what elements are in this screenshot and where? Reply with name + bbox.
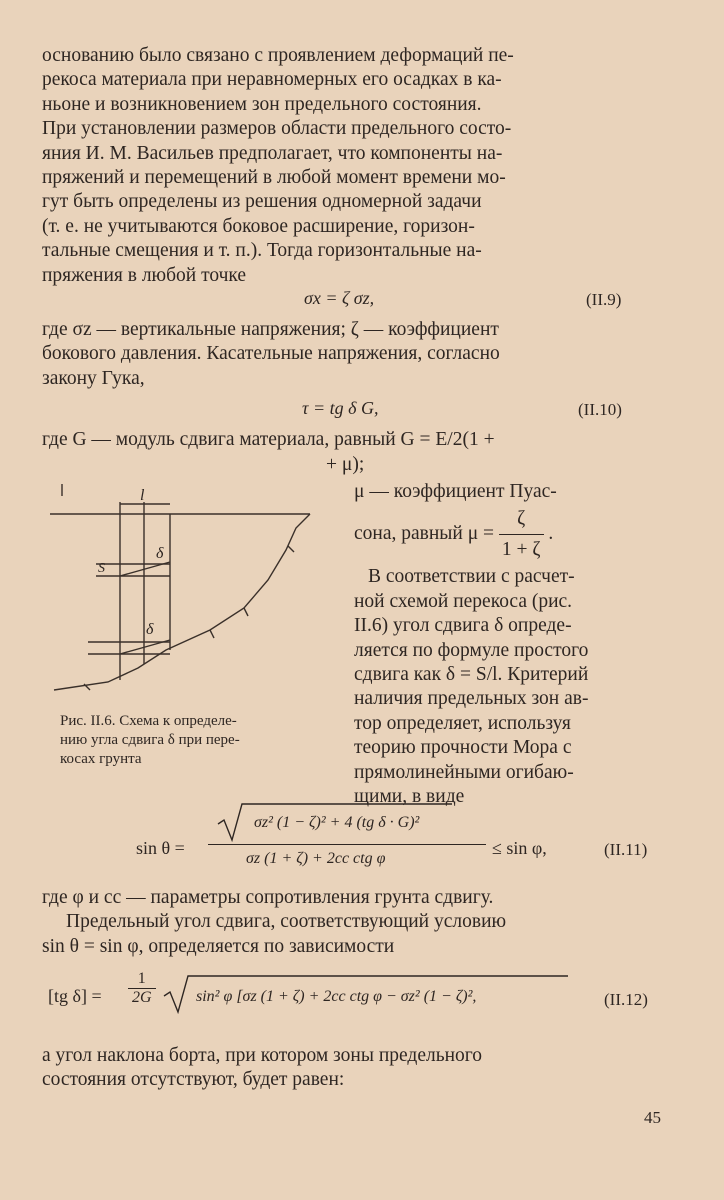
text-line: наличия предельных зон ав-	[354, 688, 589, 710]
equation-number: (II.12)	[604, 990, 648, 1009]
text-line: II.6) угол сдвига δ опреде-	[354, 615, 572, 637]
mu-fraction: $\frac{\zeta}{1 + \zeta}$	[499, 504, 544, 565]
text-line: основанию было связано с проявлением деформаций пе-	[42, 45, 514, 66]
text-line: пряжений и перемещений в любой момент времени мо-	[42, 167, 506, 189]
text-line: гут быть определены из решения одномерной задачи	[42, 191, 482, 213]
equation-ii11-lhs: sin θ =	[136, 838, 185, 858]
equation-ii11-numerator: σz² (1 − ζ)² + 4 (tg δ · G)²	[254, 814, 420, 831]
equation-number: (II.11)	[604, 840, 648, 859]
closing-paragraph	[42, 1044, 660, 1093]
slope-line	[54, 514, 310, 690]
text-line: тальные смещения и т. п.). Тогда горизонтальные на-	[42, 240, 482, 262]
figure-caption	[60, 712, 350, 769]
paragraph-after-ii10	[42, 428, 660, 452]
text-line: где φ и cc — параметры сопротивления грунта сдвигу.	[42, 887, 494, 908]
hatch-mark	[244, 608, 248, 616]
text-line: яния И. М. Васильев предполагает, что компоненты на-	[42, 142, 503, 164]
hatch-mark	[210, 630, 214, 638]
equation-ii11-denominator: σz (1 + ζ) + 2cc ctg φ	[246, 850, 386, 867]
text-line: тор определяет, используя	[354, 712, 571, 734]
equation-ii10: τ = tg δ G,	[302, 398, 379, 418]
text-line: где G — модуль сдвига материала, равный G = E/2(1 +	[42, 429, 495, 450]
text-line: пряжения в любой точке	[42, 264, 247, 286]
text-line: sin θ = sin φ, определяется по зависимости	[42, 935, 395, 957]
text-line: сона, равный μ = $\frac{\zeta}{1 + \zeta}$ .	[354, 504, 660, 565]
text-line: ньоне и возникновением зон предельного состояния.	[42, 93, 482, 115]
label-delta: δ	[146, 621, 154, 638]
text-line: рекоса материала при неравномерных его осадках в ка-	[42, 69, 502, 91]
label-delta: δ	[156, 545, 164, 562]
page-number: 45	[644, 1108, 661, 1127]
text-line: прямолинейными огибаю-	[354, 761, 574, 783]
text-line: бокового давления. Касательные напряжения, согласно	[42, 343, 500, 365]
right-column-text	[354, 480, 660, 809]
text-line: ной схемой перекоса (рис.	[354, 590, 573, 612]
text-line: закону Гука,	[42, 367, 145, 389]
text-line: теорию прочности Мора с	[354, 737, 572, 759]
intro-paragraph	[42, 44, 660, 288]
label-s: S	[98, 561, 105, 576]
label-l: l	[140, 487, 145, 504]
text-line: сдвига как δ = S/l. Критерий	[354, 664, 589, 686]
caption-line: Рис. II.6. Схема к определе-	[60, 713, 237, 729]
equation-ii12-fraction: 1 2G	[128, 970, 156, 1007]
fraction-bar	[208, 844, 486, 845]
equation-number: (II.9)	[586, 290, 622, 309]
hatch-mark	[288, 546, 294, 552]
equation-ii11-rhs: ≤ sin φ,	[492, 838, 547, 858]
caption-line: нию угла сдвига δ при пере-	[60, 732, 240, 748]
text-line: где σz — вертикальные напряжения; ζ — коэффициент	[42, 319, 499, 340]
text-line: + μ);	[326, 454, 365, 475]
text-line: В соответствии с расчет-	[368, 566, 575, 588]
equation-ii12-lhs: [tg δ] =	[48, 986, 102, 1006]
text-line: щими, в виде	[354, 786, 465, 808]
text-line: состояния отсутствуют, будет равен:	[42, 1069, 345, 1091]
text-line: а угол наклона борта, при котором зоны предельного	[42, 1045, 483, 1066]
paragraph-after-ii9	[42, 318, 660, 391]
equation-ii9: σx = ζ σz,	[304, 288, 375, 308]
caption-line: косах грунта	[60, 751, 142, 767]
text-line: ляется по формуле простого	[354, 639, 589, 661]
equation-number: (II.10)	[578, 400, 622, 419]
figure-shear-scheme	[48, 484, 338, 704]
text-line: Предельный угол сдвига, соответствующий условию	[66, 911, 507, 933]
text-line: (т. е. не учитываются боковое расширение, горизон-	[42, 215, 475, 237]
text-line: μ — коэффициент Пуас-	[354, 481, 557, 502]
equation-ii12-radicand: sin² φ [σz (1 + ζ) + 2cc ctg φ − σz² (1 − ζ)²,	[196, 988, 477, 1005]
paragraph-after-ii11	[42, 886, 660, 959]
text-line: При установлении размеров области предельного состо-	[42, 118, 512, 140]
